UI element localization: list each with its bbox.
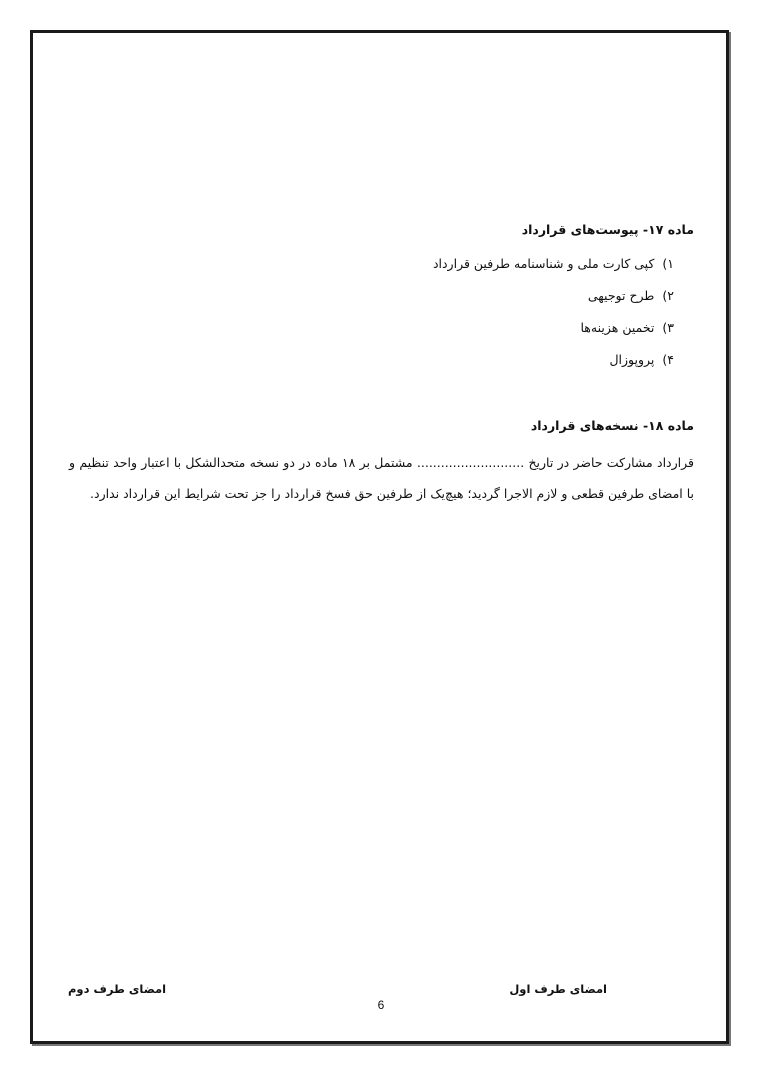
signature-second-party: امضای طرف دوم xyxy=(68,982,167,996)
attachment-item-1 xyxy=(433,256,674,271)
attachment-text: کپی کارت ملی و شناسنامه طرفین قرارداد xyxy=(432,256,655,271)
attachment-text: پروپوزال xyxy=(609,352,655,367)
attachment-item-4 xyxy=(609,352,674,367)
attachment-text: تخمین هزینه‌ها xyxy=(580,320,655,335)
page-number: 6 xyxy=(377,998,385,1012)
article-17-heading: ماده ۱۷- پیوست‌های قرارداد xyxy=(521,222,694,237)
article-18-body: قرارداد مشارکت حاضر در تاریخ ........................... مشتمل بر ۱۸ ماده در دو نسخه متحدالشکل با اعتبار واحد تنظیم و با امضای طرفین قطعی و لازم الاجرا گردید؛ هیچ‌یک از طرفین حق فسخ قرارداد را جز تحت شرایط این قرارداد ندارد. xyxy=(69,455,694,501)
attachment-text: طرح توجیهی xyxy=(587,288,655,303)
attachment-item-2 xyxy=(588,288,674,303)
attachment-number: ۱) xyxy=(662,256,674,271)
signature-first-party: امضای طرف اول xyxy=(509,982,607,996)
attachment-item-3 xyxy=(581,320,675,335)
attachment-number: ۳) xyxy=(662,320,674,335)
attachment-number: ۲) xyxy=(662,288,674,303)
page-border xyxy=(30,30,729,1044)
article-18-heading: ماده ۱۸- نسخه‌های قرارداد xyxy=(530,418,694,433)
attachment-number: ۴) xyxy=(662,352,674,367)
